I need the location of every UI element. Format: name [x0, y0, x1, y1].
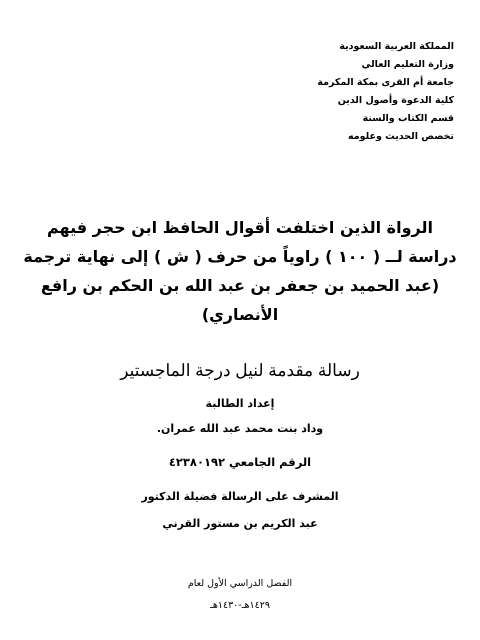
header-line-specialization: تخصص الحديث وعلومه	[347, 131, 454, 142]
university-number: الرقم الجامعي ٤٢٣٨٠١٩٢	[168, 455, 312, 469]
header-line-ministry: وزارة التعليم العالي	[361, 59, 454, 70]
semester-label: الفصل الدراسي الأول لعام	[187, 578, 293, 589]
header-line-kingdom: المملكة العربية السعودية	[339, 41, 454, 52]
header-line-university: جامعة أم القرى بمكة المكرمة	[317, 77, 454, 88]
title-line-1: الرواة الذين اختلفت أقوال الحافظ ابن حجر فيهم	[46, 218, 433, 237]
degree-statement: رسالة مقدمة لنيل درجة الماجستير	[120, 361, 360, 380]
supervisor-name: عبد الكريم بن مستور القرني	[162, 517, 318, 530]
thesis-title	[10, 213, 470, 329]
title-line-3: (عبد الحميد بن جعفر بن عبد الله بن الحكم بن رافع	[40, 276, 440, 295]
header-line-college: كلية الدعوة وأصول الدين	[337, 95, 454, 106]
prepared-by-label: إعداد الطالبة	[205, 397, 275, 410]
student-name: وداد بنت محمد عبد الله عمران.	[156, 422, 324, 435]
header-line-department: قسم الكتاب والسنة	[362, 113, 454, 124]
supervisor-label: المشرف على الرسالة فضيلة الدكتور	[141, 490, 339, 503]
academic-year: ١٤٢٩هـ-١٤٣٠هـ	[210, 600, 270, 611]
title-line-4: الأنصاري)	[201, 305, 279, 324]
title-line-2: دراسة لــ ( ١٠٠ ) راوياً من حرف ( ش ) إلى نهاية ترجمة	[23, 247, 457, 266]
institution-header	[254, 38, 454, 146]
